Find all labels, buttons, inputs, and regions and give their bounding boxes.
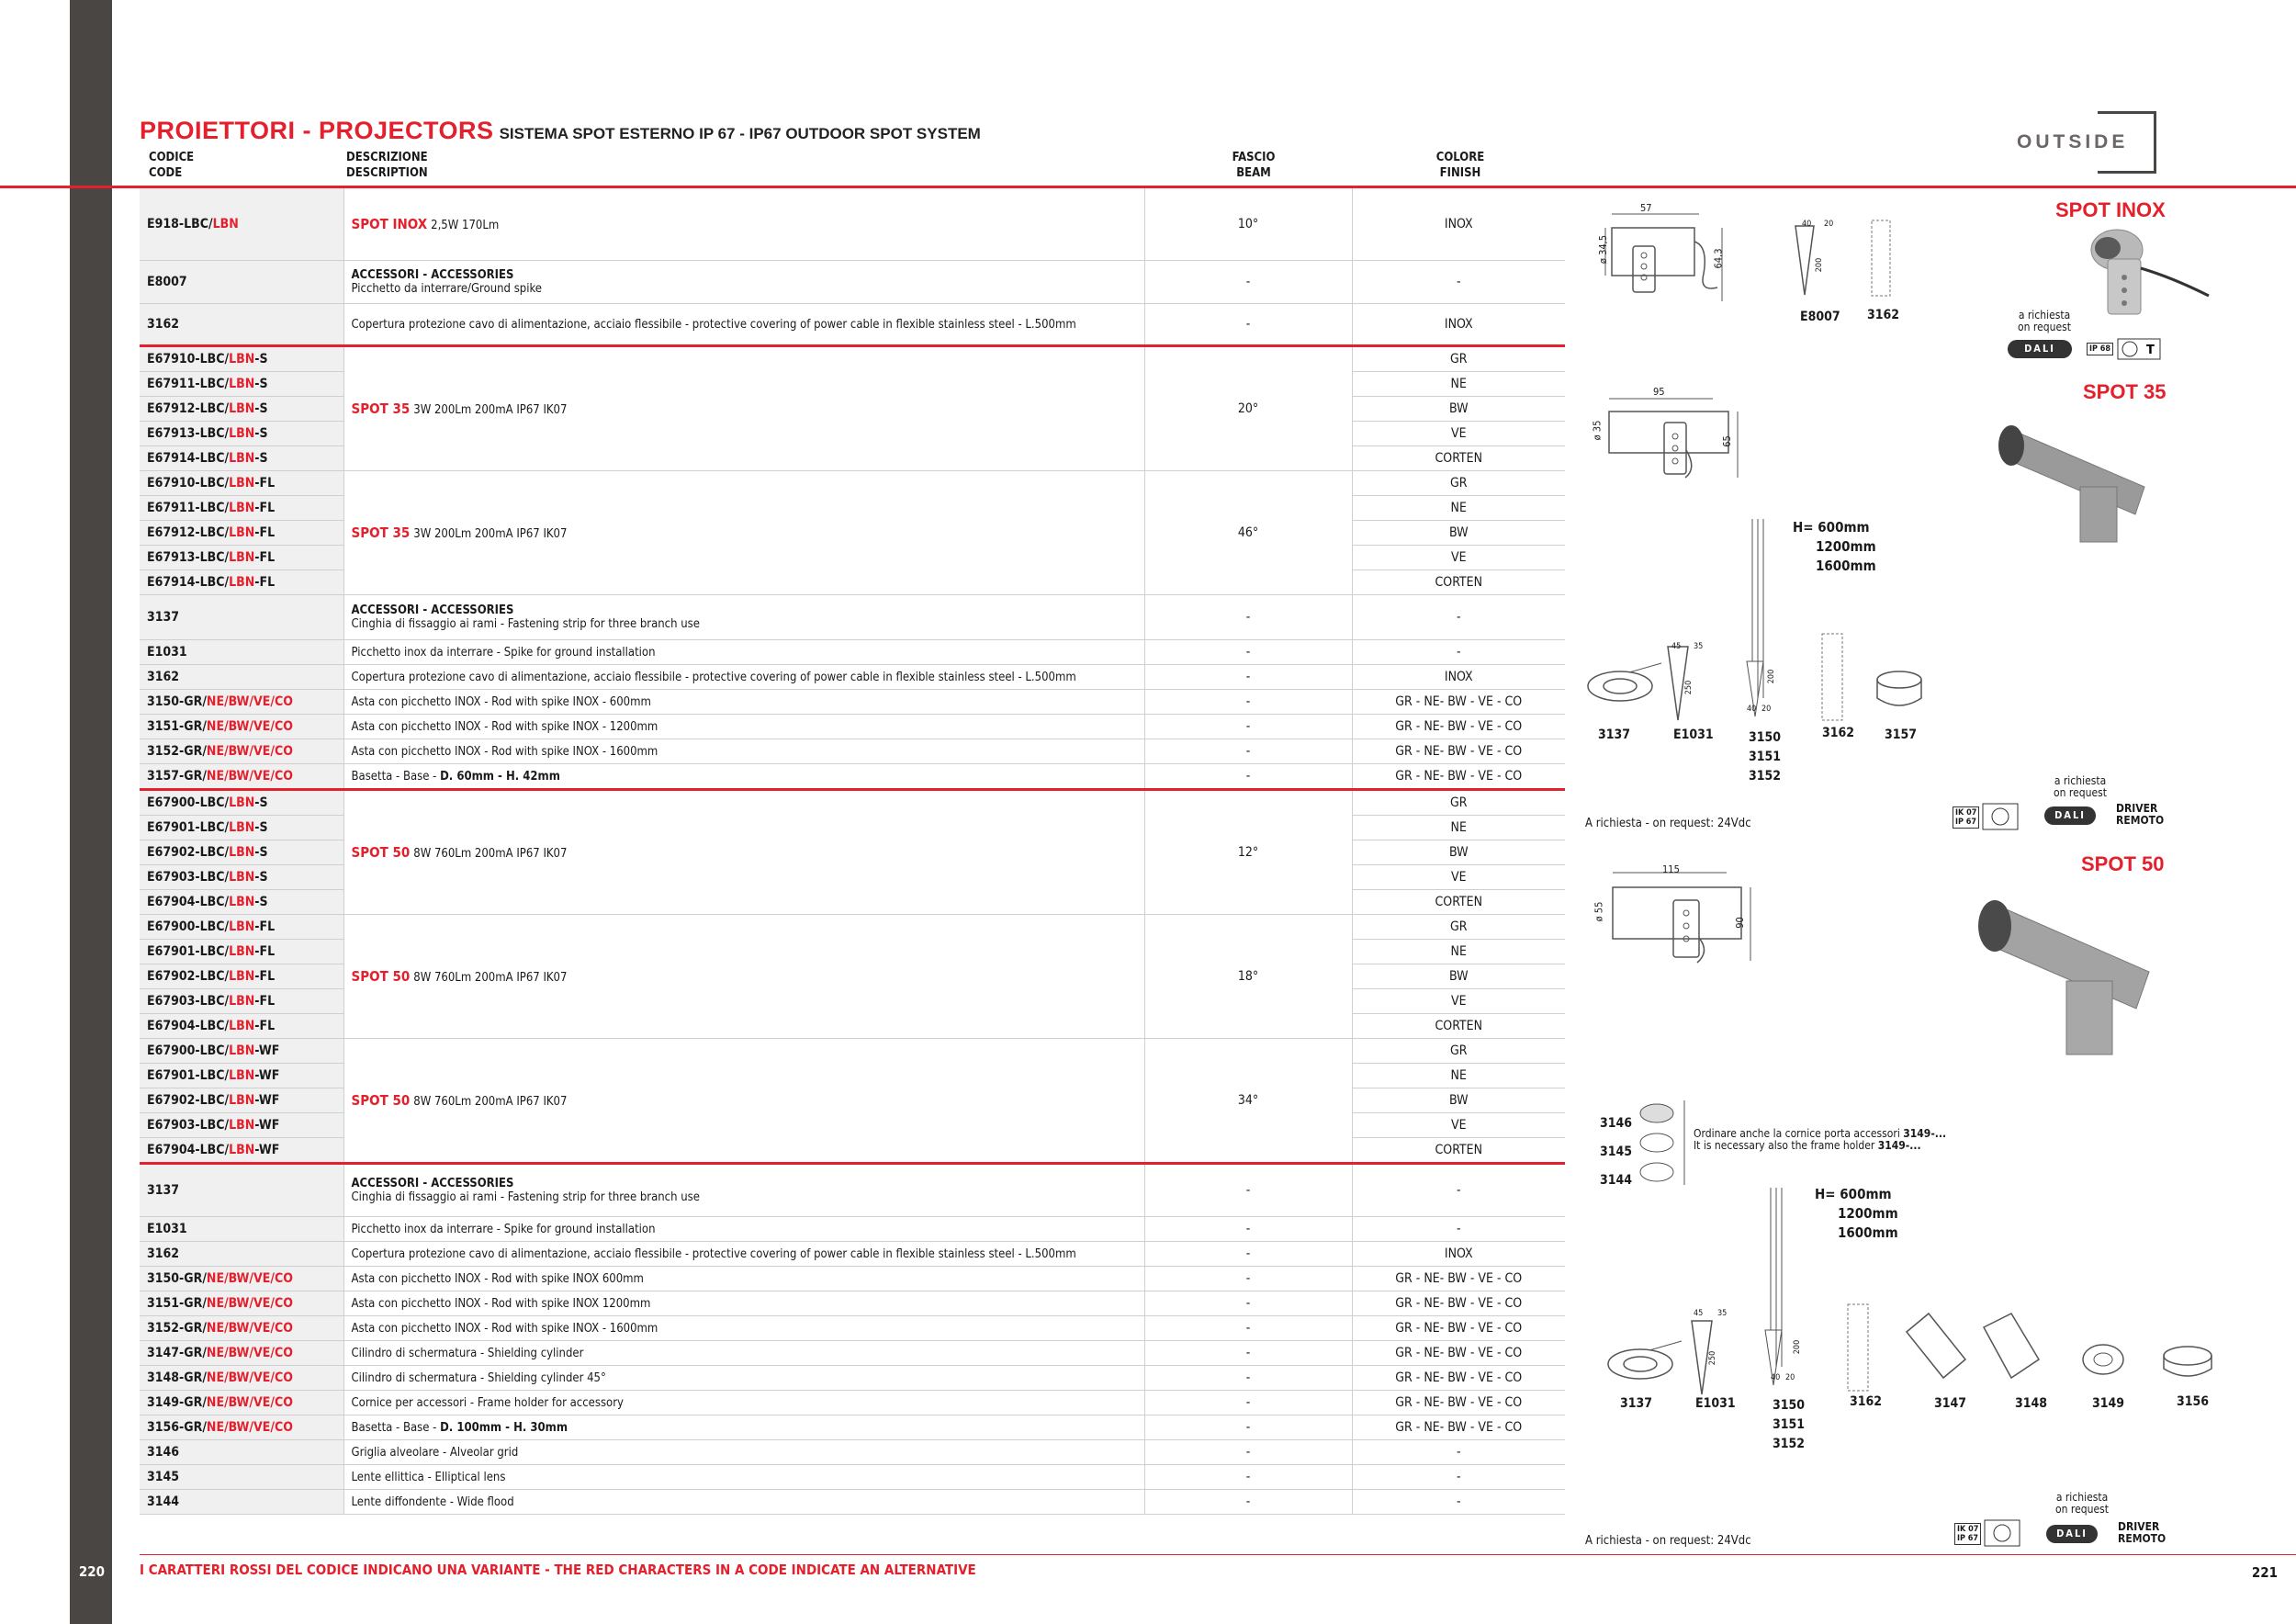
finish-cell: GR - NE- BW - VE - CO — [1352, 1366, 1565, 1391]
finish-cell: GR — [1352, 790, 1565, 816]
table-row — [140, 1316, 1565, 1341]
product-code: E67913-LBC/LBN-FL — [140, 546, 343, 570]
beam-cell: - — [1144, 715, 1352, 739]
beam-cell: 20° — [1144, 346, 1352, 471]
finish-cell: GR - NE- BW - VE - CO — [1352, 715, 1565, 739]
beam-cell: - — [1144, 595, 1352, 640]
product-code: E67901-LBC/LBN-S — [140, 816, 343, 840]
product-code: E67903-LBC/LBN-S — [140, 865, 343, 890]
beam-cell: - — [1144, 1341, 1352, 1366]
base-3157-drawing — [1874, 669, 1929, 715]
spot-50-drawing — [1589, 860, 1754, 979]
page-number-right: 221 — [2251, 1564, 2278, 1581]
finish-cell: NE — [1352, 372, 1565, 397]
table-row — [140, 471, 1565, 496]
product-code: E67901-LBC/LBN-WF — [140, 1064, 343, 1088]
description-cell: Asta con picchetto INOX - Rod with spike INOX - 1200mm — [343, 715, 1144, 739]
beam-cell: 12° — [1144, 790, 1352, 915]
product-code: 3149-GR/NE/BW/VE/CO — [140, 1391, 343, 1415]
finish-cell: - — [1352, 1164, 1565, 1217]
spot-35-title: SPOT 35 — [2083, 380, 2167, 403]
product-code: E67904-LBC/LBN-S — [140, 890, 343, 915]
description-cell: Cornice per accessori - Frame holder for accessory — [343, 1391, 1144, 1415]
rod-drawing — [1745, 514, 1791, 726]
description-cell: Basetta - Base - D. 60mm - H. 42mm — [343, 764, 1144, 790]
finish-cell: NE — [1352, 940, 1565, 964]
product-code: 3147-GR/NE/BW/VE/CO — [140, 1341, 343, 1366]
col-beam-header: FASCIO BEAM — [1232, 151, 1276, 180]
description-cell: Picchetto inox da interrare - Spike for ground installation — [343, 640, 1144, 665]
finish-cell: - — [1352, 640, 1565, 665]
description-cell: ACCESSORI - ACCESSORIES Picchetto da interrare/Ground spike — [343, 261, 1144, 304]
cable-cover-drawing — [1818, 632, 1846, 724]
beam-cell: - — [1144, 764, 1352, 790]
product-code: 3150-GR/NE/BW/VE/CO — [140, 690, 343, 715]
acc-lens-labels: 3146 3145 3144 — [1600, 1116, 1633, 1188]
finish-cell: GR - NE- BW - VE - CO — [1352, 1316, 1565, 1341]
product-code: E67902-LBC/LBN-S — [140, 840, 343, 865]
accessory-drawings-50 — [1901, 1304, 2232, 1387]
finish-cell: BW — [1352, 397, 1565, 422]
ik-icon-35 — [1982, 803, 2019, 830]
finish-cell: CORTEN — [1352, 1138, 1565, 1164]
finish-cell: NE — [1352, 496, 1565, 521]
description-cell: Asta con picchetto INOX - Rod with spike INOX 600mm — [343, 1267, 1144, 1291]
finish-cell: GR - NE- BW - VE - CO — [1352, 1415, 1565, 1440]
beam-cell: 34° — [1144, 1039, 1352, 1164]
cable-cover-drawing-50 — [1844, 1303, 1872, 1394]
finish-cell: CORTEN — [1352, 890, 1565, 915]
finish-cell: BW — [1352, 521, 1565, 546]
product-code: 3146 — [140, 1440, 343, 1465]
title-subtitle: SISTEMA SPOT ESTERNO IP 67 - IP67 OUTDOOR SPOT SYSTEM — [499, 125, 981, 142]
col-desc-header: DESCRIZIONE DESCRIPTION — [346, 151, 428, 180]
product-code: E67900-LBC/LBN-WF — [140, 1039, 343, 1064]
table-row — [140, 1415, 1565, 1440]
table-row — [140, 304, 1565, 346]
beam-cell: - — [1144, 1164, 1352, 1217]
table-row — [140, 1440, 1565, 1465]
beam-cell: - — [1144, 1316, 1352, 1341]
description-cell: Cilindro di schermatura - Shielding cylinder 45° — [343, 1366, 1144, 1391]
product-code: E67913-LBC/LBN-S — [140, 422, 343, 446]
table-row — [140, 1291, 1565, 1316]
spot-50-voltage-note: A richiesta - on request: 24Vdc — [1585, 1534, 1751, 1548]
beam-cell: - — [1144, 1490, 1352, 1515]
product-code: E67914-LBC/LBN-FL — [140, 570, 343, 595]
table-row — [140, 790, 1565, 816]
product-code: E67900-LBC/LBN-S — [140, 790, 343, 816]
beam-cell: - — [1144, 1242, 1352, 1267]
spot-35-photo — [1998, 404, 2172, 551]
page-title — [140, 117, 981, 145]
product-code: 3157-GR/NE/BW/VE/CO — [140, 764, 343, 790]
ip68-badge: IP 68 — [2087, 343, 2113, 355]
table-row — [140, 1217, 1565, 1242]
rod-drawing-50 — [1763, 1183, 1809, 1394]
product-code: E67911-LBC/LBN-FL — [140, 496, 343, 521]
description-cell: Asta con picchetto INOX - Rod with spike INOX - 1600mm — [343, 1316, 1144, 1341]
finish-cell: CORTEN — [1352, 446, 1565, 471]
beam-cell: 18° — [1144, 915, 1352, 1039]
finish-cell: INOX — [1352, 188, 1565, 261]
product-code: E8007 — [140, 261, 343, 304]
product-code: E67902-LBC/LBN-WF — [140, 1088, 343, 1113]
finish-cell: INOX — [1352, 304, 1565, 346]
description-cell: SPOT 35 3W 200Lm 200mA IP67 IK07 — [343, 471, 1144, 595]
description-cell: SPOT 50 8W 760Lm 200mA IP67 IK07 — [343, 915, 1144, 1039]
table-row — [140, 261, 1565, 304]
product-code: E1031 — [140, 640, 343, 665]
product-code: E918-LBC/LBN — [140, 188, 343, 261]
beam-cell: - — [1144, 1440, 1352, 1465]
beam-cell: - — [1144, 739, 1352, 764]
table-row — [140, 1039, 1565, 1064]
product-code: E67911-LBC/LBN-S — [140, 372, 343, 397]
description-cell: Copertura protezione cavo di alimentazione, acciaio flessibile - protective covering of power cable in flexible stainless steel - L.500mm — [343, 304, 1144, 346]
page-number-left: 220 — [78, 1563, 106, 1580]
finish-cell: - — [1352, 1440, 1565, 1465]
finish-cell: GR — [1352, 1039, 1565, 1064]
left-page-bar — [70, 0, 112, 1624]
product-code: E67903-LBC/LBN-FL — [140, 989, 343, 1014]
table-row — [140, 1164, 1565, 1217]
product-code: E67900-LBC/LBN-FL — [140, 915, 343, 940]
description-cell: Lente ellittica - Elliptical lens — [343, 1465, 1144, 1490]
finish-cell: GR - NE- BW - VE - CO — [1352, 739, 1565, 764]
description-cell: Copertura protezione cavo di alimentazione, acciaio flessibile - protective covering of power cable in flexible stainless steel - L.500mm — [343, 665, 1144, 690]
table-row — [140, 1465, 1565, 1490]
description-cell: Asta con picchetto INOX - Rod with spike INOX - 600mm — [343, 690, 1144, 715]
table-row — [140, 1391, 1565, 1415]
product-code: 3152-GR/NE/BW/VE/CO — [140, 1316, 343, 1341]
beam-cell: - — [1144, 1391, 1352, 1415]
col-code-header: CODICE CODE — [149, 151, 195, 180]
table-row — [140, 640, 1565, 665]
finish-cell: BW — [1352, 964, 1565, 989]
brand-logo — [2017, 111, 2156, 175]
finish-cell: - — [1352, 1465, 1565, 1490]
acc-order-note: Ordinare anche la cornice porta accessori 3149-... It is necessary also the frame holder 3149-... — [1694, 1127, 1947, 1152]
table-row — [140, 1490, 1565, 1515]
finish-cell: - — [1352, 1217, 1565, 1242]
spot-50-title: SPOT 50 — [2081, 852, 2165, 875]
finish-cell: VE — [1352, 1113, 1565, 1138]
description-cell: Basetta - Base - D. 100mm - H. 30mm — [343, 1415, 1144, 1440]
product-code: 3145 — [140, 1465, 343, 1490]
table-row — [140, 1267, 1565, 1291]
finish-cell: NE — [1352, 816, 1565, 840]
finish-cell: GR - NE- BW - VE - CO — [1352, 1267, 1565, 1291]
description-cell: SPOT 35 3W 200Lm 200mA IP67 IK07 — [343, 346, 1144, 471]
product-code: 3152-GR/NE/BW/VE/CO — [140, 739, 343, 764]
beam-cell: - — [1144, 665, 1352, 690]
table-row — [140, 1366, 1565, 1391]
finish-cell: INOX — [1352, 665, 1565, 690]
label-3162: 3162 — [1867, 308, 1900, 322]
product-code: E67912-LBC/LBN-FL — [140, 521, 343, 546]
beam-cell: - — [1144, 1415, 1352, 1440]
ik-rating-icon — [2117, 338, 2161, 360]
beam-cell: 46° — [1144, 471, 1352, 595]
finish-cell: VE — [1352, 422, 1565, 446]
table-row — [140, 1341, 1565, 1366]
table-row — [140, 739, 1565, 764]
beam-cell: - — [1144, 1465, 1352, 1490]
finish-cell: CORTEN — [1352, 570, 1565, 595]
finish-cell: GR — [1352, 346, 1565, 372]
beam-cell: - — [1144, 304, 1352, 346]
finish-cell: GR - NE- BW - VE - CO — [1352, 1341, 1565, 1366]
product-code: 3162 — [140, 1242, 343, 1267]
description-cell: ACCESSORI - ACCESSORIES Cinghia di fissaggio ai rami - Fastening strip for three branch use — [343, 595, 1144, 640]
finish-cell: BW — [1352, 1088, 1565, 1113]
description-cell: Picchetto inox da interrare - Spike for ground installation — [343, 1217, 1144, 1242]
product-code: 3148-GR/NE/BW/VE/CO — [140, 1366, 343, 1391]
product-code: 3151-GR/NE/BW/VE/CO — [140, 715, 343, 739]
description-cell: Cilindro di schermatura - Shielding cylinder — [343, 1341, 1144, 1366]
spot-35-voltage-note: A richiesta - on request: 24Vdc — [1585, 817, 1751, 830]
product-code: 3144 — [140, 1490, 343, 1515]
table-row — [140, 595, 1565, 640]
finish-cell: VE — [1352, 546, 1565, 570]
description-cell: SPOT 50 8W 760Lm 200mA IP67 IK07 — [343, 790, 1144, 915]
beam-cell: - — [1144, 1217, 1352, 1242]
product-code: 3150-GR/NE/BW/VE/CO — [140, 1267, 343, 1291]
table-row — [140, 346, 1565, 372]
finish-cell: - — [1352, 595, 1565, 640]
beam-cell: - — [1144, 640, 1352, 665]
description-cell: Asta con picchetto INOX - Rod with spike INOX - 1600mm — [343, 739, 1144, 764]
beam-cell: - — [1144, 1267, 1352, 1291]
product-code: E67914-LBC/LBN-S — [140, 446, 343, 471]
finish-cell: GR — [1352, 471, 1565, 496]
description-cell: SPOT 50 8W 760Lm 200mA IP67 IK07 — [343, 1039, 1144, 1164]
product-code: 3162 — [140, 665, 343, 690]
product-code: E67912-LBC/LBN-S — [140, 397, 343, 422]
description-cell: Asta con picchetto INOX - Rod with spike INOX 1200mm — [343, 1291, 1144, 1316]
dali-badge: DALI — [2008, 340, 2072, 358]
beam-cell: - — [1144, 690, 1352, 715]
description-cell: Griglia alveolare - Alveolar grid — [343, 1440, 1144, 1465]
product-code: E67910-LBC/LBN-S — [140, 346, 343, 372]
description-cell: Copertura protezione cavo di alimentazione, acciaio flessibile - protective covering of power cable in flexible stainless steel - L.500mm — [343, 1242, 1144, 1267]
product-code: 3151-GR/NE/BW/VE/CO — [140, 1291, 343, 1316]
table-row — [140, 764, 1565, 790]
product-code: E67904-LBC/LBN-WF — [140, 1138, 343, 1164]
product-code: E67910-LBC/LBN-FL — [140, 471, 343, 496]
finish-cell: BW — [1352, 840, 1565, 865]
spot-50-photo — [1975, 880, 2167, 1064]
spot-inox-title: SPOT INOX — [2055, 198, 2166, 221]
finish-cell: - — [1352, 1490, 1565, 1515]
finish-cell: VE — [1352, 865, 1565, 890]
rod-heights-50: H= 600mm 1200mm 1600mm — [1815, 1186, 1898, 1241]
footer-rule — [140, 1554, 2296, 1555]
product-code: E67904-LBC/LBN-FL — [140, 1014, 343, 1039]
description-cell: Lente diffondente - Wide flood — [343, 1490, 1144, 1515]
product-code: 3156-GR/NE/BW/VE/CO — [140, 1415, 343, 1440]
table-row — [140, 915, 1565, 940]
product-code: E67902-LBC/LBN-FL — [140, 964, 343, 989]
logo-text: OUTSIDE — [2017, 131, 2129, 152]
table-row — [140, 1242, 1565, 1267]
product-code: 3137 — [140, 1164, 343, 1217]
lens-drawings — [1637, 1097, 1692, 1189]
strap-3137-drawing — [1583, 654, 1666, 718]
finish-cell: INOX — [1352, 1242, 1565, 1267]
spot-inox-request: a richiesta on request — [2018, 309, 2071, 333]
product-code: 3162 — [140, 304, 343, 346]
spot-inox-photo — [2080, 222, 2218, 323]
title-main: PROIETTORI - PROJECTORS — [140, 117, 494, 144]
finish-cell: CORTEN — [1352, 1014, 1565, 1039]
finish-cell: NE — [1352, 1064, 1565, 1088]
table-row — [140, 715, 1565, 739]
finish-cell: GR - NE- BW - VE - CO — [1352, 1391, 1565, 1415]
beam-cell: 10° — [1144, 188, 1352, 261]
col-finish-header: COLORE FINISH — [1435, 151, 1485, 180]
finish-cell: - — [1352, 261, 1565, 304]
product-table — [140, 188, 1565, 1515]
finish-cell: GR — [1352, 915, 1565, 940]
product-code: E67903-LBC/LBN-WF — [140, 1113, 343, 1138]
rod-heights: H= 600mm 1200mm 1600mm — [1793, 519, 1876, 574]
ik-icon-50 — [1984, 1519, 2020, 1547]
table-row — [140, 690, 1565, 715]
product-code: 3137 — [140, 595, 343, 640]
beam-cell: - — [1144, 261, 1352, 304]
finish-cell: VE — [1352, 989, 1565, 1014]
table-row — [140, 665, 1565, 690]
finish-cell: GR - NE- BW - VE - CO — [1352, 764, 1565, 790]
finish-cell: GR - NE- BW - VE - CO — [1352, 690, 1565, 715]
product-code: E67901-LBC/LBN-FL — [140, 940, 343, 964]
description-cell: SPOT INOX 2,5W 170Lm — [343, 188, 1144, 261]
description-cell: ACCESSORI - ACCESSORIES Cinghia di fissaggio ai rami - Fastening strip for three branch use — [343, 1164, 1144, 1217]
strap-3137-drawing-50 — [1604, 1332, 1686, 1396]
footer-note: I CARATTERI ROSSI DEL CODICE INDICANO UNA VARIANTE - THE RED CHARACTERS IN A CODE INDICATE AN ALTERNATIVE — [140, 1562, 976, 1578]
finish-cell: GR - NE- BW - VE - CO — [1352, 1291, 1565, 1316]
product-code: E1031 — [140, 1217, 343, 1242]
beam-cell: - — [1144, 1291, 1352, 1316]
beam-cell: - — [1144, 1366, 1352, 1391]
svg-text:T: T — [2146, 344, 2155, 357]
label-e8007: E8007 — [1800, 310, 1840, 324]
table-row — [140, 188, 1565, 261]
